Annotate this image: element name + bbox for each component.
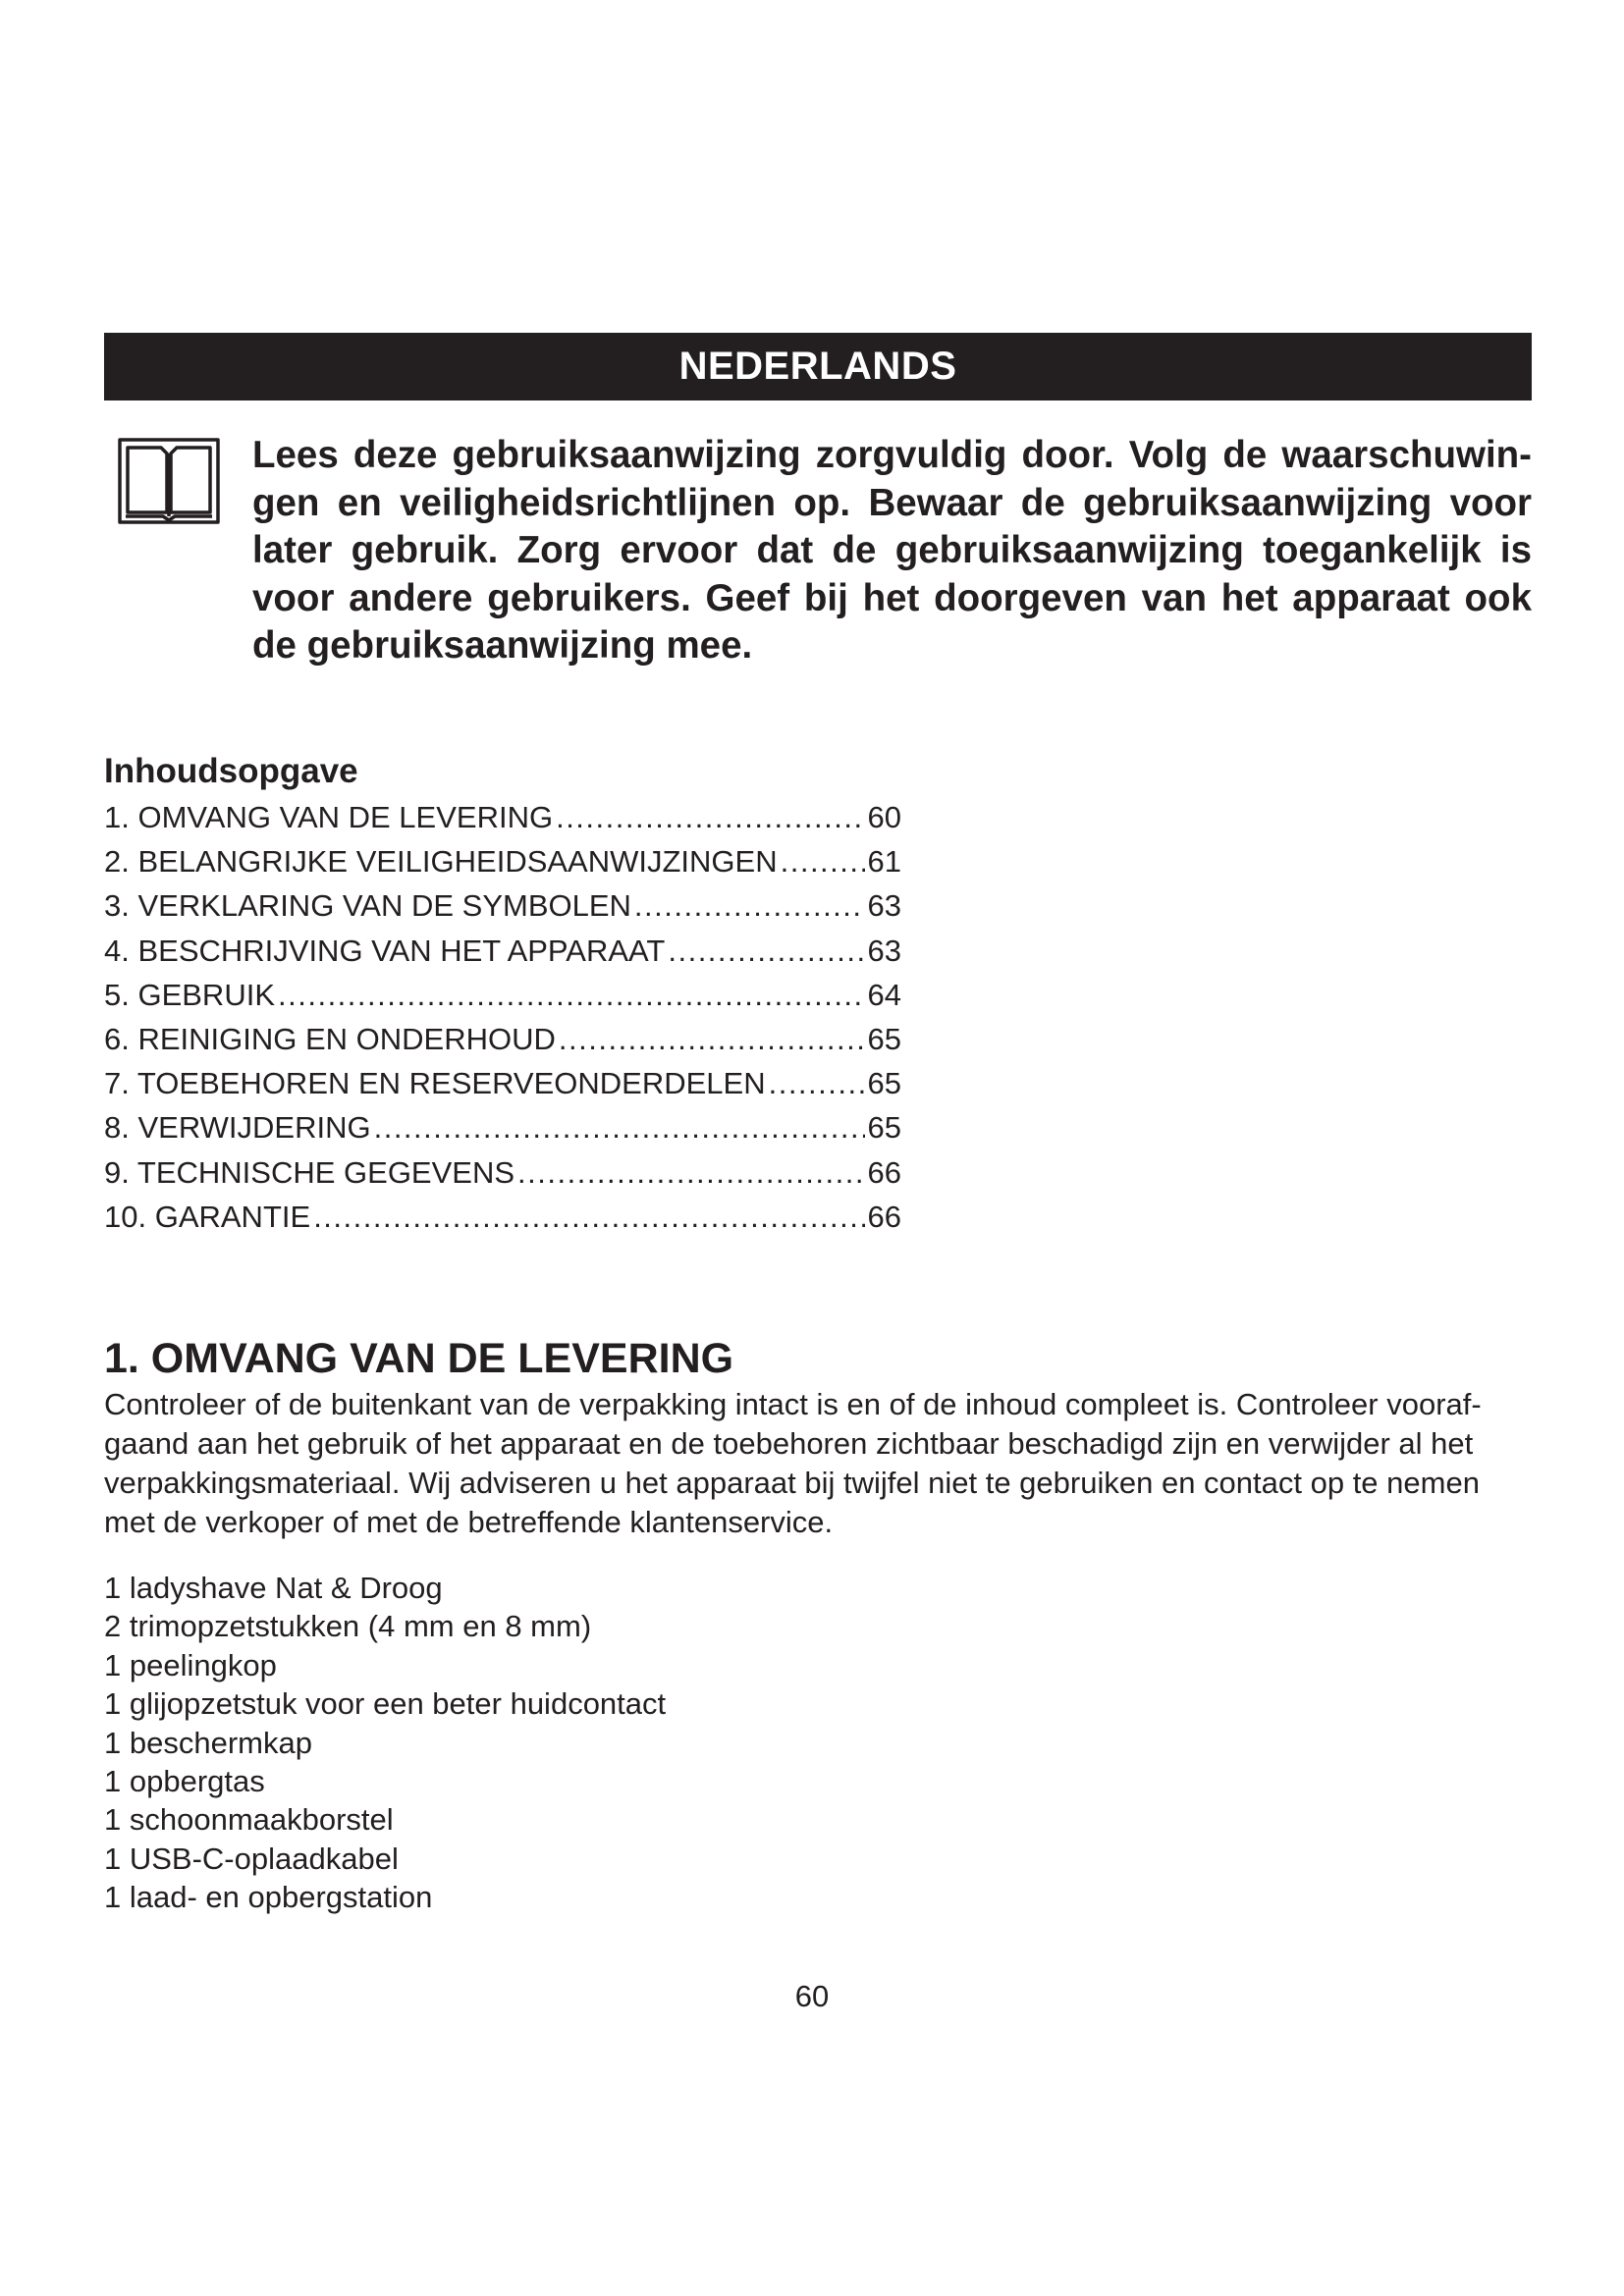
toc-item — [104, 1017, 901, 1061]
toc-item-leader-dots — [374, 1105, 865, 1149]
toc-item-label: 7. TOEBEHOREN EN RESERVEONDERDELEN — [104, 1066, 766, 1101]
toc-item-page: 60 — [867, 800, 901, 834]
toc-item-page: 63 — [867, 888, 901, 924]
toc-item-leader-dots — [781, 839, 865, 883]
toc-item-leader-dots — [556, 795, 864, 839]
toc-item-page: 66 — [867, 1154, 901, 1190]
toc-item-page: 65 — [867, 1110, 901, 1146]
toc-item-label: 8. VERWIJDERING — [104, 1110, 371, 1146]
toc-item-page: 66 — [867, 1199, 901, 1234]
list-item: 1 beschermkap — [104, 1725, 312, 1760]
toc-item — [104, 1061, 901, 1105]
list-item: 1 USB-C-oplaadkabel — [104, 1841, 399, 1876]
toc-item-label: 4. BESCHRIJVING VAN HET APPARAAT — [104, 933, 666, 968]
toc-item-leader-dots — [769, 1061, 865, 1105]
toc-item-page: 64 — [867, 977, 901, 1012]
table-of-contents — [104, 795, 901, 1239]
list-item: 1 ladyshave Nat & Droog — [104, 1571, 443, 1605]
toc-item-leader-dots — [313, 1195, 864, 1239]
toc-item-page: 65 — [867, 1021, 901, 1056]
delivery-contents-list — [104, 1569, 666, 1917]
toc-item — [104, 1195, 901, 1239]
page-number: 60 — [794, 1979, 830, 2013]
list-item: 1 opbergtas — [104, 1763, 265, 1798]
toc-item-page: 65 — [867, 1066, 901, 1101]
list-item: 2 trimopzetstukken (4 mm en 8 mm) — [104, 1609, 592, 1644]
toc-item-page: 61 — [867, 844, 901, 880]
toc-item-leader-dots — [517, 1150, 864, 1195]
list-item: 1 glijopzetstuk voor een beter huidcontact — [104, 1686, 667, 1722]
toc-item-leader-dots — [634, 883, 865, 928]
toc-item — [104, 1105, 901, 1149]
toc-item-page: 63 — [867, 933, 901, 968]
toc-item — [104, 795, 901, 839]
list-item: 1 schoonmaakborstel — [104, 1802, 394, 1838]
toc-item-label: 9. TECHNISCHE GEGEVENS — [104, 1154, 515, 1190]
toc-item-label: 2. BELANGRIJKE VEILIGHEIDSAANWIJZINGEN — [104, 844, 778, 880]
section-body: Controleer of de buitenkant van de verpakking intact is en of de inhoud compleet is. Controleer vooraf-gaand aan het gebruik of het apparaat en de toebehoren zichtbaar beschadigd zijn en verwijder al het verpakkingsmateriaal. Wij adviseren u het apparaat bij twijfel niet te gebruiken en contact op te nemen met de verkoper of met de betreffende klantenservice. — [104, 1387, 1482, 1539]
toc-item — [104, 1150, 901, 1195]
language-banner-label: NEDERLANDS — [678, 345, 957, 388]
toc-item — [104, 839, 901, 883]
intro-warning-text: Lees deze gebruiksaanwijzing zorgvuldig door. Volg de waarschuwin-gen en veiligheidsrichtlijnen op. Bewaar de gebruiksaanwijzing voor later gebruik. Zorg ervoor dat de gebruiksaanwijzing toegankelijk is voor andere gebruikers. Geef bij het doorgeven van het apparaat ook de gebruiksaanwijzing mee. — [252, 434, 1532, 667]
toc-item-leader-dots — [559, 1017, 865, 1061]
toc-heading: Inhoudsopgave — [104, 752, 358, 790]
toc-item-leader-dots — [668, 929, 864, 973]
toc-item-leader-dots — [278, 973, 865, 1017]
language-banner — [104, 333, 1532, 400]
toc-item-label: 5. GEBRUIK — [104, 977, 275, 1012]
toc-item-label: 1. OMVANG VAN DE LEVERING — [104, 800, 554, 834]
toc-item-label: 10. GARANTIE — [104, 1199, 311, 1234]
toc-item — [104, 929, 901, 973]
toc-item-label: 3. VERKLARING VAN DE SYMBOLEN — [104, 888, 631, 924]
section-title: 1. OMVANG VAN DE LEVERING — [104, 1335, 734, 1382]
list-item: 1 peelingkop — [104, 1647, 277, 1682]
toc-item-label: 6. REINIGING EN ONDERHOUD — [104, 1021, 556, 1056]
toc-item — [104, 883, 901, 928]
list-item: 1 laad- en opbergstation — [104, 1880, 433, 1915]
toc-item — [104, 973, 901, 1017]
open-book-icon — [118, 438, 220, 524]
